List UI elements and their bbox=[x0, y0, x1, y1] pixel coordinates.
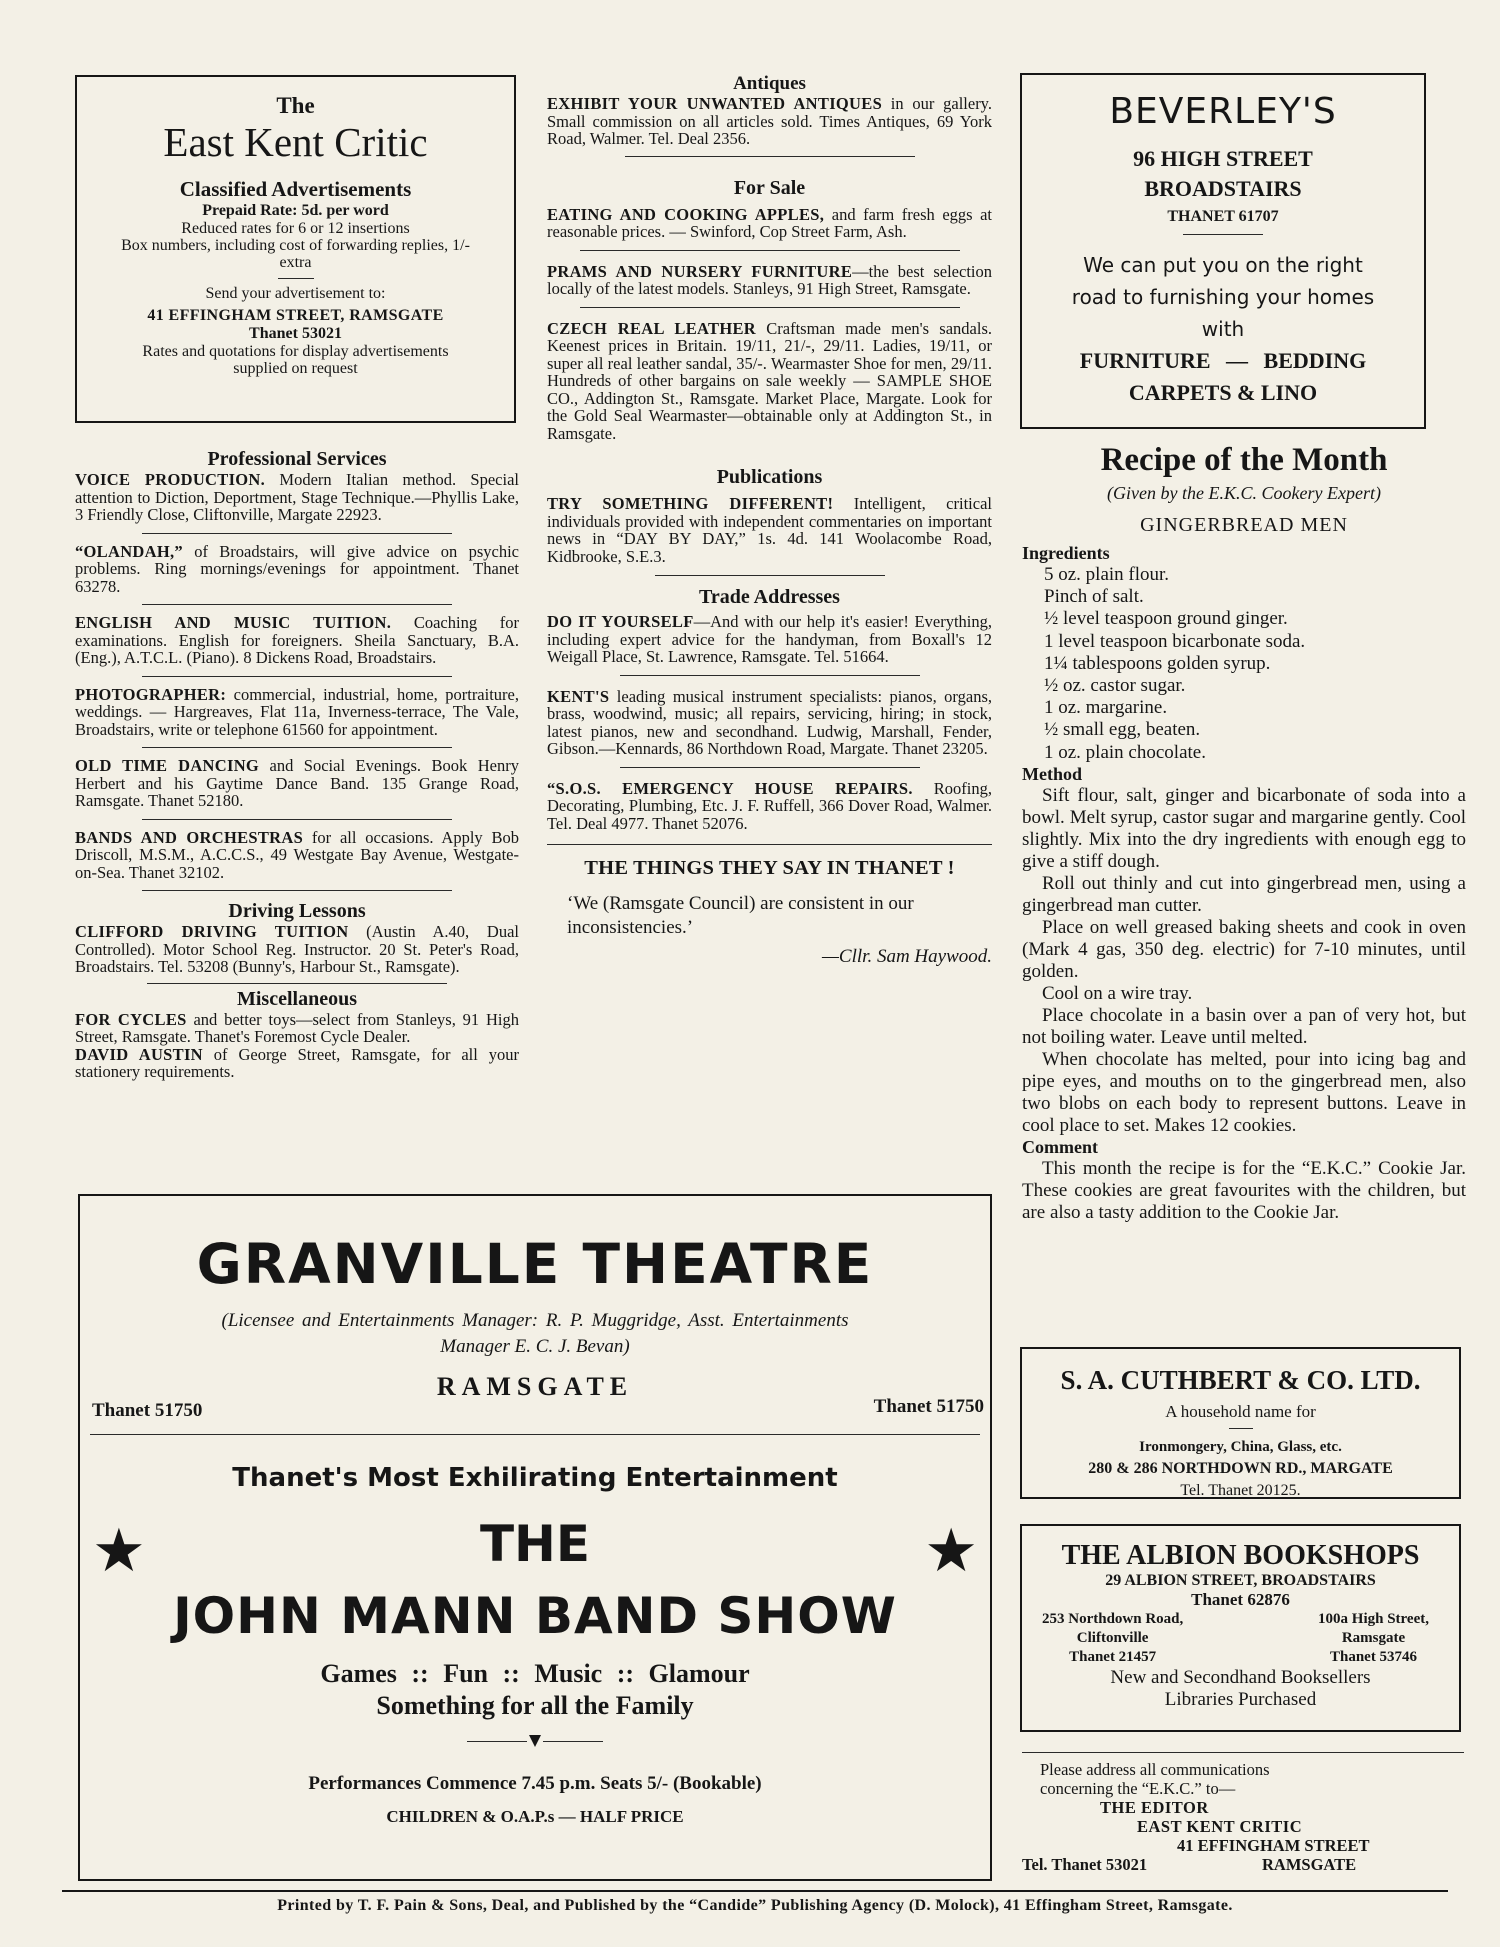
professional-ad bbox=[75, 829, 519, 882]
misc-ad-text: and better toys—select from Stanleys, 91 High Street, Ramsgate. Thanet's Foremost Cycle Dealer. bbox=[75, 1009, 520, 1046]
misc-list bbox=[75, 1011, 519, 1081]
professional-divider bbox=[142, 747, 452, 748]
recipe-method-label: Method bbox=[1022, 763, 1082, 784]
for-sale-ad-lead: CZECH REAL LEATHER bbox=[547, 318, 756, 338]
things-divider bbox=[547, 844, 992, 845]
critic-phone: Thanet 53021 bbox=[249, 325, 342, 342]
show-name: JOHN MANN BAND SHOW bbox=[173, 1587, 897, 1645]
ingredient-item: ½ small egg, beaten. bbox=[1044, 719, 1201, 741]
professional-ad-lead: PHOTOGRAPHER: bbox=[75, 684, 227, 704]
recipe-ingredients-label: Ingredients bbox=[1022, 543, 1110, 563]
for-sale-ad-text: Craftsman made men's sandals. Keenest prices in Britain. 19/11, 21/-, 29/11. Ladies, 19/11, or super all real leather sandal, 35/-. Wearmaster Shoe for men, 29/11. Hundreds of other bargains on sale weekly — SAMPLE SHOE CO., Addington St., Ramsgate. Market Place, Margate. Look for the Gold Seal Wearmaster—obtainable only at Addington St., in Ramsgate. bbox=[547, 318, 992, 443]
cuthbert-name: S. A. CUTHBERT & CO. LTD. bbox=[1060, 1365, 1421, 1395]
professional-ad bbox=[75, 686, 519, 739]
professional-ad-text: commercial, industrial, home, portraiture, weddings. — Hargreaves, Flat 11a, Inverness-terrace, The Vale, Broadstairs, write or telephone 61560 for appointment. bbox=[75, 684, 519, 739]
publications-heading: Publications bbox=[716, 466, 823, 488]
method-step: When chocolate has melted, pour into icing bag and pipe eyes, and mouths on to the gingerbread men, also two blobs on each body to represent buttons. Leave in cool place to set. Makes 12 cookies. bbox=[1022, 1048, 1466, 1136]
granville-tagline: Thanet's Most Exhilirating Entertainment bbox=[232, 1463, 838, 1493]
for-sale-heading: For Sale bbox=[733, 176, 806, 199]
granville-licensee-2: Manager E. C. J. Bevan) bbox=[440, 1336, 630, 1357]
albion-left-1: 253 Northdown Road, bbox=[1042, 1611, 1184, 1627]
trade-heading: Trade Addresses bbox=[699, 586, 840, 608]
albion-right-3: Thanet 53746 bbox=[1329, 1649, 1418, 1665]
for-sale-ad bbox=[547, 206, 992, 241]
antiques-divider bbox=[625, 156, 915, 157]
arrow-divider-right bbox=[543, 1741, 603, 1742]
granville-licensee-1: (Licensee and Entertainments Manager: R. P. Muggridge, Asst. Entertainments bbox=[221, 1310, 849, 1331]
albion-left-2: Cliftonville bbox=[1076, 1630, 1149, 1646]
editor-street: 41 EFFINGHAM STREET bbox=[1177, 1836, 1370, 1855]
star-left-icon: ★ bbox=[92, 1518, 146, 1584]
for-sale-ad-text: —the best selection locally of the latest models. Stanleys, 91 High Street, Ramsgate. bbox=[547, 261, 992, 298]
albion-line-1: New and Secondhand Booksellers bbox=[1110, 1667, 1371, 1688]
ingredients-list bbox=[1022, 564, 1466, 764]
recipe-heading: Recipe of the Month bbox=[1100, 442, 1388, 478]
professional-ad-text: of Broadstairs, will give advice on psychic problems. Ring mornings/evenings for appointment. Thanet 63278. bbox=[75, 541, 519, 596]
cuthbert-divider bbox=[1229, 1428, 1253, 1429]
show-family: Something for all the Family bbox=[376, 1691, 694, 1720]
trade-ad bbox=[547, 688, 992, 758]
editor-last-line bbox=[1022, 1855, 1466, 1874]
trade-ad-text: —And with our help it's easier! Everything, including expert advice for the handyman, from Boxall's 12 Weigall Place, St. Lawrence, Ramsgate. Tel. 51664. bbox=[547, 612, 992, 666]
professional-ad-lead: VOICE PRODUCTION. bbox=[75, 470, 266, 489]
critic-rate: Prepaid Rate: 5d. per word bbox=[202, 202, 389, 219]
beverleys-town: BROADSTAIRS bbox=[1144, 176, 1302, 201]
left-column bbox=[75, 448, 519, 1081]
professional-ad-lead: OLD TIME DANCING bbox=[75, 756, 260, 775]
professional-heading: Professional Services bbox=[207, 448, 387, 470]
cuthbert-ad bbox=[1020, 1347, 1461, 1499]
critic-rates: Rates and quotations for display advertisements supplied on request bbox=[142, 343, 449, 377]
beverleys-ad bbox=[1020, 73, 1426, 429]
professional-list bbox=[75, 471, 519, 891]
show-activities: Games :: Fun :: Music :: Glamour bbox=[320, 1659, 750, 1688]
granville-ad bbox=[78, 1194, 992, 1881]
ingredient-item: ½ oz. castor sugar. bbox=[1044, 675, 1186, 697]
driving-divider bbox=[147, 983, 447, 984]
trade-divider bbox=[620, 767, 920, 768]
beverleys-divider bbox=[1183, 234, 1263, 235]
trade-list bbox=[547, 613, 992, 832]
misc-heading: Miscellaneous bbox=[237, 987, 357, 1010]
misc-ad bbox=[75, 1011, 519, 1046]
cuthbert-goods: Ironmongery, China, Glass, etc. bbox=[1139, 1439, 1342, 1455]
trade-ad-lead: DO IT YOURSELF bbox=[547, 612, 694, 631]
beverleys-tagline-3: with bbox=[1201, 317, 1245, 341]
for-sale-ad bbox=[547, 263, 992, 298]
albion-branch-right bbox=[1318, 1610, 1429, 1667]
trade-ad-lead: KENT'S bbox=[547, 686, 610, 706]
professional-ad-lead: “OLANDAH,” bbox=[75, 541, 183, 561]
critic-title: East Kent Critic bbox=[163, 119, 428, 165]
method-list bbox=[1022, 785, 1466, 1137]
professional-ad-lead: ENGLISH AND MUSIC TUITION. bbox=[75, 613, 392, 632]
editor-line-2: concerning the “E.K.C.” to— bbox=[1040, 1779, 1236, 1798]
recipe-comment: This month the recipe is for the “E.K.C.” Cookie Jar. These cookies are great favourites with the children, but are also a tasty addition to the Cookie Jar. bbox=[1022, 1157, 1466, 1223]
beverleys-name: BEVERLEY'S bbox=[1109, 91, 1337, 132]
antiques-heading: Antiques bbox=[733, 73, 806, 94]
critic-divider bbox=[278, 278, 314, 279]
professional-ad-text: Modern Italian method. Special attention to Diction, Deportment, Stage Technique.—Phyllis Lake, 3 Friendly Close, Cliftonville, Margate 22923. bbox=[75, 470, 519, 524]
critic-subtitle: Classified Advertisements bbox=[179, 177, 412, 201]
method-step: Roll out thinly and cut into gingerbread men, using a gingerbread man cutter. bbox=[1022, 872, 1466, 916]
driving-ad-text: (Austin A.40, Dual Controlled). Motor School Reg. Instructor. 20 St. Peter's Road, Broadstairs. Tel. 53208 (Bunny's, Harbour St., Ramsgate). bbox=[75, 922, 519, 976]
driving-ad bbox=[75, 923, 519, 976]
method-step: Place chocolate in a basin over a pan of very hot, but not boiling water. Leave until melted. bbox=[1022, 1004, 1466, 1048]
arrow-down-icon bbox=[529, 1735, 541, 1747]
things-heading: THE THINGS THEY SAY IN THANET ! bbox=[584, 857, 955, 879]
critic-send: Send your advertisement to: bbox=[205, 285, 386, 302]
beverleys-phone: THANET 61707 bbox=[1167, 208, 1279, 225]
show-the: THE bbox=[479, 1515, 591, 1573]
trade-ad-text: Roofing, Decorating, Plumbing, Etc. J. F. Ruffell, 366 Dover Road, Walmer. Tel. Deal 4977. Thanet 52076. bbox=[547, 778, 993, 833]
method-step: Sift flour, salt, ginger and bicarbonate of soda into a bowl. Melt syrup, castor sugar and margarine gently. Cool slightly. Mix into the dry ingredients with enough egg to give a stiff dough. bbox=[1022, 784, 1466, 872]
albion-phone: Thanet 62876 bbox=[1191, 1590, 1290, 1609]
professional-ad bbox=[75, 614, 519, 667]
recipe-comment-label: Comment bbox=[1022, 1136, 1098, 1157]
misc-ad-lead: FOR CYCLES bbox=[75, 1009, 187, 1029]
footer-text: Printed by T. F. Pain & Sons, Deal, and Published by the “Candide” Publishing Agency (D. Molock), 41 Effingham Street, Ramsgate. bbox=[277, 1897, 1233, 1914]
misc-ad-text: of George Street, Ramsgate, for all your stationery requirements. bbox=[75, 1044, 519, 1081]
trade-ad-text: leading musical instrument specialists: pianos, organs, brass, woodwind, music; all repairs, servicing, hiring; in stock, latest pianos, new and secondhand. Ludwig, Marshall, Fender, Gibson.—Kennards, 86 Northdown Road, Margate. Thanet 23205. bbox=[547, 686, 992, 758]
antiques-ad-lead: EXHIBIT YOUR UNWANTED ANTIQUES bbox=[547, 94, 883, 113]
critic-the: The bbox=[276, 93, 315, 118]
driving-ad-lead: CLIFFORD DRIVING TUITION bbox=[75, 922, 349, 941]
granville-phone-right: Thanet 51750 bbox=[873, 1396, 984, 1417]
professional-divider bbox=[142, 819, 452, 820]
driving-heading: Driving Lessons bbox=[228, 900, 366, 922]
professional-ad-text: Coaching for examinations. English for foreigners. Sheila Sanctuary, B.A. (Eng.), A.T.C.L. (Piano). 8 Dickens Road, Broadstairs. bbox=[75, 613, 519, 667]
trade-divider bbox=[620, 675, 920, 676]
antiques-ad bbox=[547, 95, 992, 148]
antiques-ad-text: in our gallery. Small commission on all articles sold. Times Antiques, 69 York Road, Walmer. Tel. Deal 2356. bbox=[547, 94, 992, 148]
albion-right-1: 100a High Street, bbox=[1318, 1611, 1429, 1627]
beverleys-goods-1: FURNITURE — BEDDING bbox=[1079, 348, 1367, 373]
ingredient-item: 1 oz. plain chocolate. bbox=[1044, 741, 1206, 763]
trade-ad bbox=[547, 613, 992, 666]
trade-ad bbox=[547, 780, 992, 833]
show-prices: CHILDREN & O.A.P.s — HALF PRICE bbox=[386, 1807, 684, 1826]
star-right-icon: ★ bbox=[924, 1518, 978, 1584]
arrow-divider bbox=[80, 1735, 990, 1747]
editor-town: RAMSGATE bbox=[1262, 1855, 1357, 1874]
footer-rule bbox=[62, 1890, 1448, 1892]
critic-address: 41 EFFINGHAM STREET, RAMSGATE bbox=[147, 307, 444, 324]
granville-divider bbox=[90, 1434, 980, 1435]
things-attribution: —Cllr. Sam Haywood. bbox=[822, 946, 992, 967]
publications-divider bbox=[655, 575, 885, 576]
editor-phone: Tel. Thanet 53021 bbox=[1022, 1855, 1148, 1874]
for-sale-divider bbox=[580, 250, 960, 251]
professional-ad-text: for all occasions. Apply Bob Driscoll, M.S.M., A.C.C.S., 49 Westgate Bay Avenue, Westgate-on-Sea. Thanet 32102. bbox=[75, 827, 519, 882]
ingredient-item: ½ level teaspoon ground ginger. bbox=[1044, 608, 1288, 630]
professional-ad bbox=[75, 757, 519, 810]
albion-right-2: Ramsgate bbox=[1341, 1630, 1406, 1646]
editor-divider bbox=[1022, 1752, 1464, 1753]
ingredient-item: 5 oz. plain flour. bbox=[1044, 564, 1170, 585]
misc-ad-lead: DAVID AUSTIN bbox=[75, 1044, 203, 1064]
things-quote: ‘We (Ramsgate Council) are consistent in our inconsistencies.’ bbox=[567, 893, 914, 938]
critic-box-numbers: Box numbers, including cost of forwarding replies, 1/- extra bbox=[121, 237, 470, 271]
professional-ad bbox=[75, 543, 519, 596]
publications-ad-text: Intelligent, critical individuals provided with independent commentaries on important news in “DAY BY DAY,” 1s. 4d. 141 Woolacombe Road, Kidbrooke, S.E.3. bbox=[547, 494, 992, 566]
editor-name: THE EDITOR bbox=[1100, 1798, 1209, 1817]
professional-divider bbox=[142, 890, 452, 891]
professional-divider bbox=[142, 533, 452, 534]
professional-divider bbox=[142, 604, 452, 605]
granville-town: RAMSGATE bbox=[436, 1372, 634, 1401]
show-performances: Performances Commence 7.45 p.m. Seats 5/- (Bookable) bbox=[308, 1773, 762, 1794]
for-sale-ad-lead: PRAMS AND NURSERY FURNITURE bbox=[547, 261, 853, 281]
ingredient-item: 1 level teaspoon bicarbonate soda. bbox=[1044, 630, 1306, 652]
misc-ad bbox=[75, 1046, 519, 1081]
method-step: Place on well greased baking sheets and cook in oven (Mark 4 gas, 350 deg. electric) for 7-10 minutes, until golden. bbox=[1022, 916, 1466, 982]
critic-reduced: Reduced rates for 6 or 12 insertions bbox=[181, 220, 410, 237]
recipe-dish: GINGERBREAD MEN bbox=[1140, 514, 1348, 536]
editor-paper: EAST KENT CRITIC bbox=[1137, 1817, 1303, 1836]
for-sale-divider bbox=[580, 307, 960, 308]
granville-phone-left: Thanet 51750 bbox=[92, 1400, 203, 1421]
albion-branch-left bbox=[1042, 1610, 1183, 1667]
granville-title: GRANVILLE THEATRE bbox=[196, 1232, 874, 1296]
middle-column bbox=[547, 73, 992, 968]
beverleys-tagline-2: road to furnishing your homes bbox=[1071, 285, 1375, 309]
albion-ad bbox=[1020, 1524, 1461, 1732]
method-step: Cool on a wire tray. bbox=[1042, 982, 1193, 1004]
beverleys-tagline-1: We can put you on the right bbox=[1083, 253, 1363, 277]
cuthbert-phone: Tel. Thanet 20125. bbox=[1180, 1482, 1301, 1499]
for-sale-ad-text: and farm fresh eggs at reasonable prices. — Swinford, Cop Street Farm, Ash. bbox=[547, 204, 993, 241]
for-sale-ad bbox=[547, 320, 992, 443]
ingredient-item: 1 oz. margarine. bbox=[1044, 697, 1168, 719]
professional-ad-lead: BANDS AND ORCHESTRAS bbox=[75, 827, 304, 847]
for-sale-list bbox=[547, 206, 992, 443]
professional-ad-text: and Social Evenings. Book Henry Herbert and his Gaytime Dance Band. 135 Grange Road, Ramsgate. Thanet 52180. bbox=[75, 756, 519, 810]
recipe bbox=[1022, 442, 1466, 1224]
ingredient-item: 1¼ tablespoons golden syrup. bbox=[1044, 652, 1271, 674]
albion-left-3: Thanet 21457 bbox=[1069, 1649, 1157, 1665]
beverleys-street: 96 HIGH STREET bbox=[1133, 146, 1313, 171]
cuthbert-address: 280 & 286 NORTHDOWN RD., MARGATE bbox=[1088, 1460, 1393, 1477]
albion-name: THE ALBION BOOKSHOPS bbox=[1061, 1540, 1420, 1571]
editor-block bbox=[1022, 1760, 1466, 1874]
critic-box bbox=[75, 75, 516, 423]
ingredient-item: Pinch of salt. bbox=[1044, 586, 1144, 608]
editor-line-1: Please address all communications bbox=[1040, 1760, 1270, 1779]
professional-divider bbox=[142, 676, 452, 677]
publications-ad bbox=[547, 495, 992, 565]
albion-address: 29 ALBION STREET, BROADSTAIRS bbox=[1105, 1572, 1376, 1589]
publications-ad-lead: TRY SOMETHING DIFFERENT! bbox=[547, 494, 834, 513]
professional-ad bbox=[75, 471, 519, 524]
for-sale-ad-lead: EATING AND COOKING APPLES, bbox=[547, 204, 825, 224]
beverleys-goods-2: CARPETS & LINO bbox=[1128, 380, 1318, 405]
albion-line-2: Libraries Purchased bbox=[1164, 1689, 1317, 1710]
trade-ad-lead: “S.O.S. EMERGENCY HOUSE REPAIRS. bbox=[547, 778, 913, 798]
recipe-given: (Given by the E.K.C. Cookery Expert) bbox=[1107, 483, 1381, 503]
cuthbert-tag: A household name for bbox=[1165, 1402, 1316, 1421]
arrow-divider-left bbox=[467, 1741, 527, 1742]
albion-branches bbox=[1022, 1610, 1459, 1667]
